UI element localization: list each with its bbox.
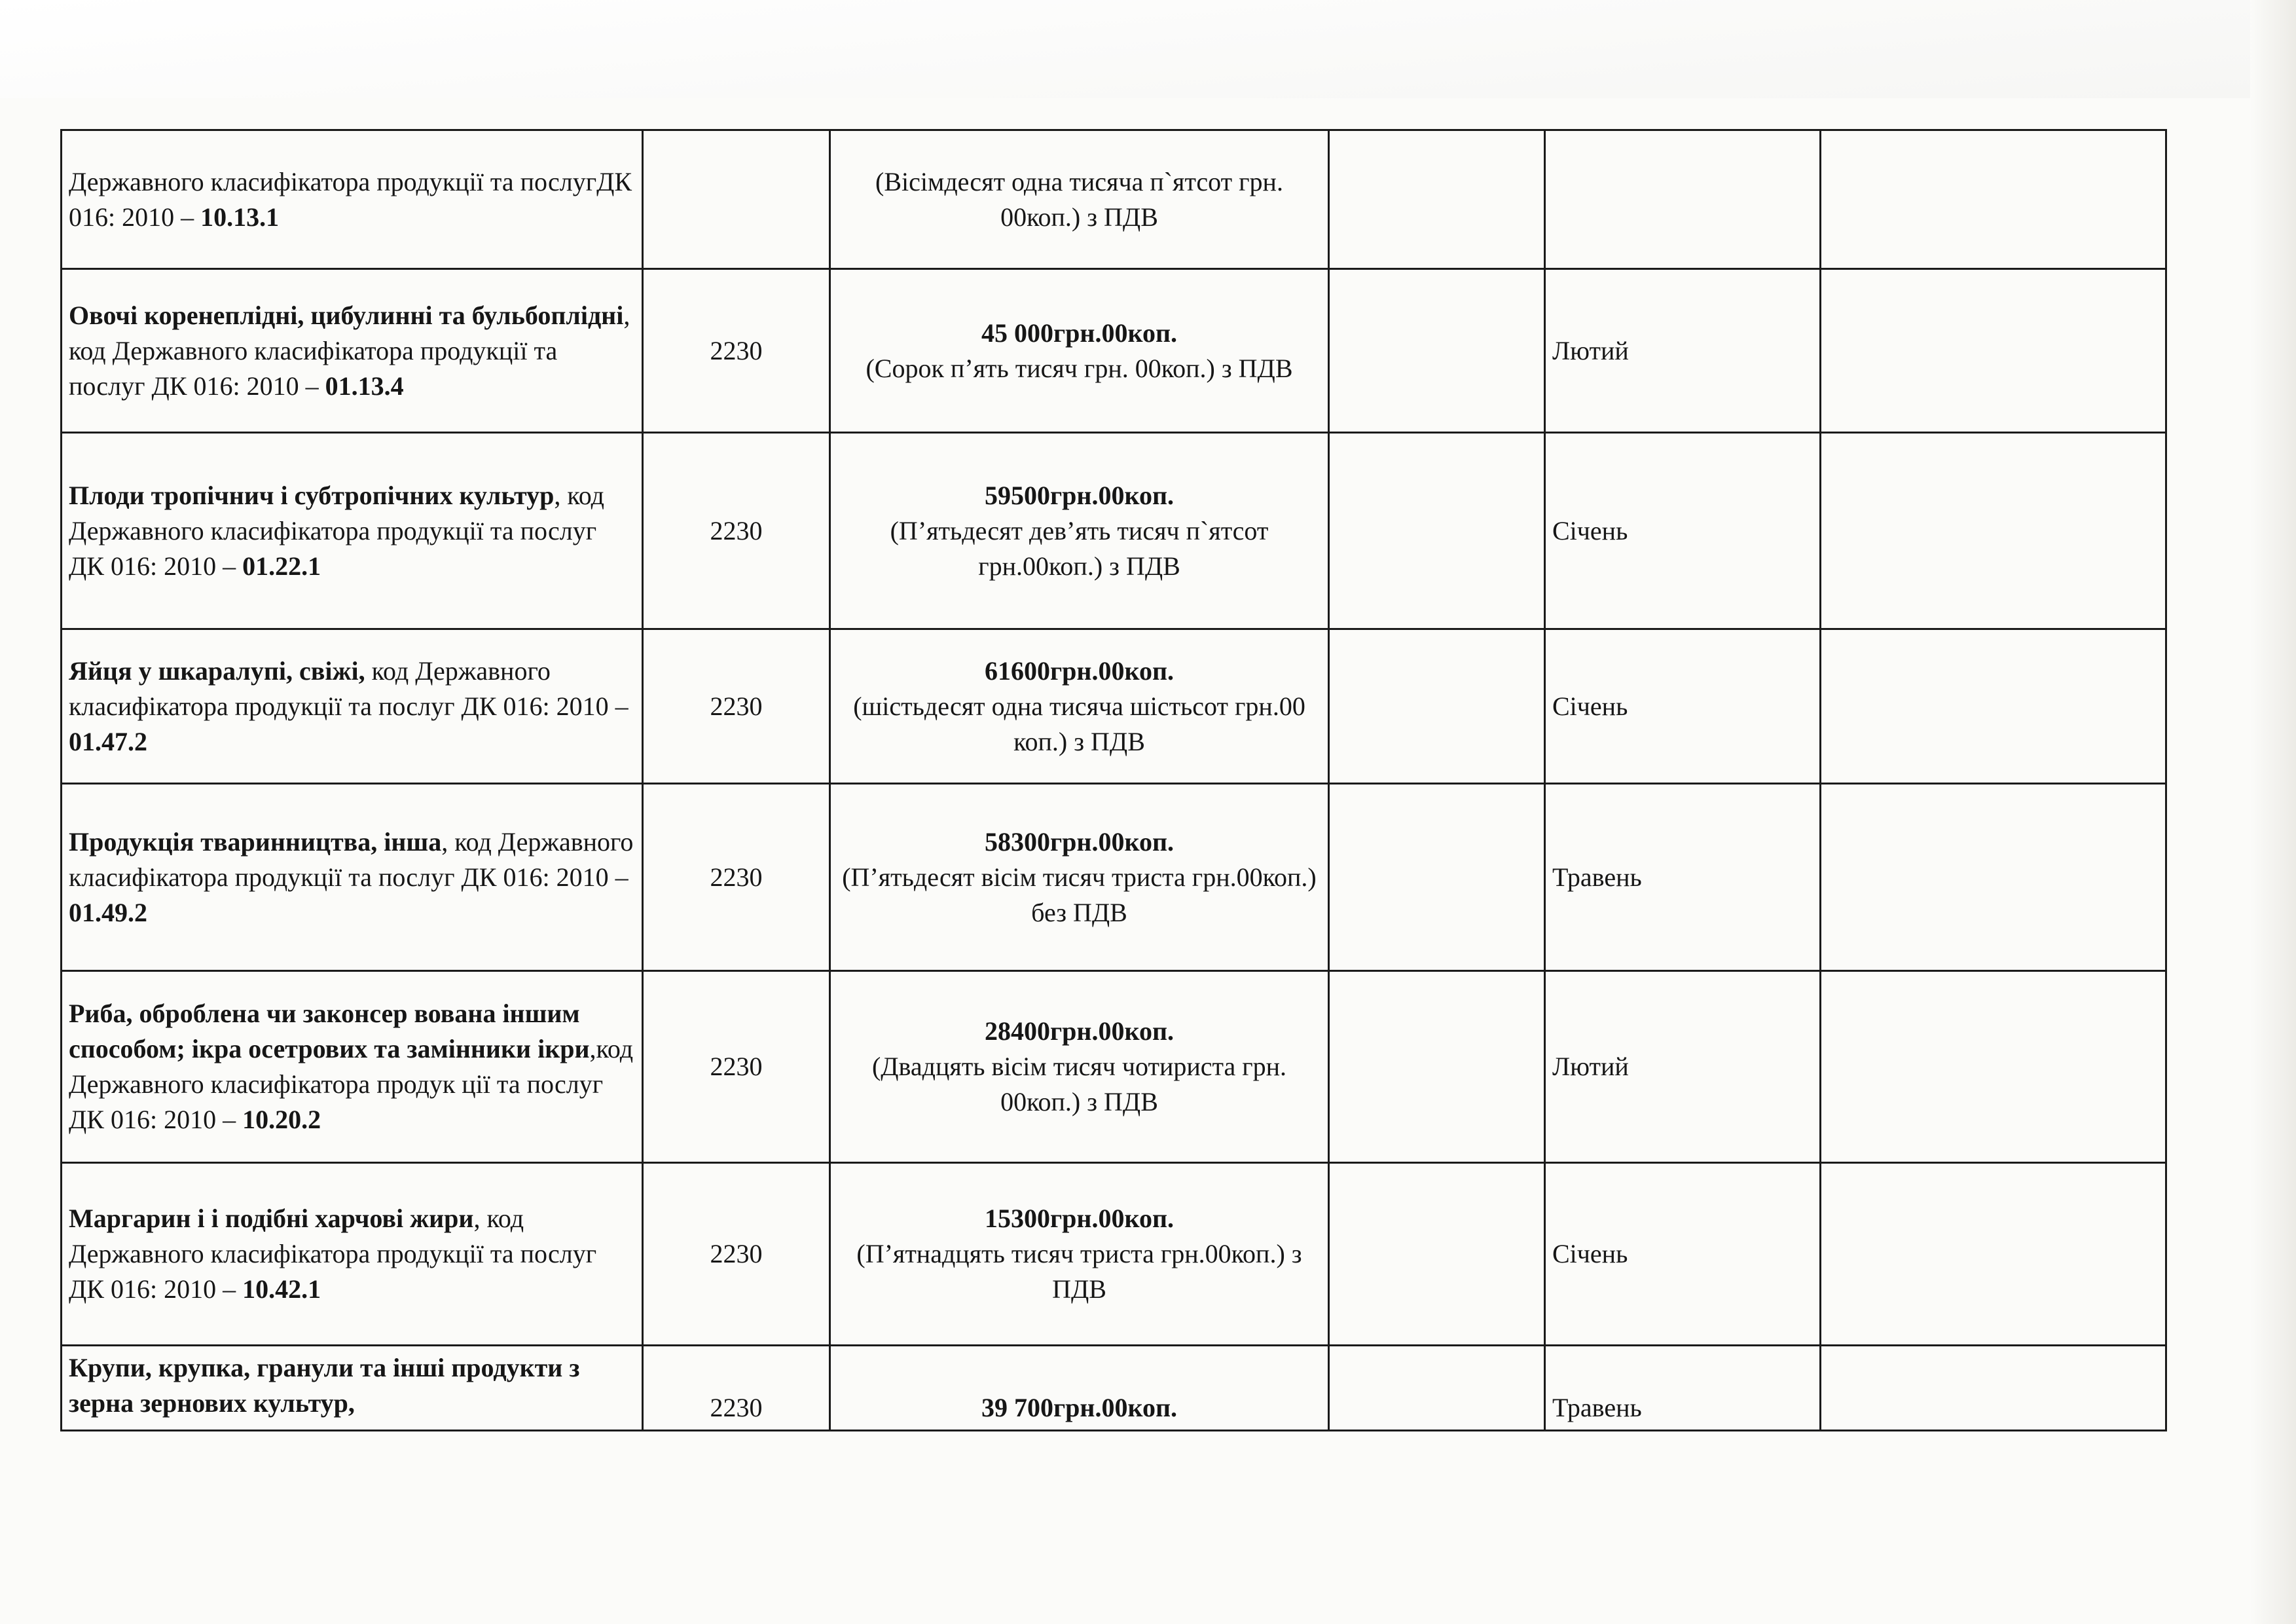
item-title: Продукція тваринництва, інша: [69, 826, 442, 857]
sum-cell: [830, 130, 1329, 269]
empty-cell: [1329, 784, 1545, 971]
item-name-cell: [62, 971, 643, 1163]
sum-amount: 45 000грн.00коп.: [981, 318, 1178, 348]
sum-amount: 61600грн.00коп.: [984, 655, 1175, 686]
empty-cell: [1821, 433, 2166, 629]
item-description: , код Державного класифікатора продукції та послуг ДК 016: 2010 –: [69, 480, 604, 581]
item-name-cell: [62, 629, 643, 784]
empty-cell: [1821, 130, 2166, 269]
sum-in-words: (П’ятнадцять тисяч триста грн.00коп.) з ПДВ: [856, 1239, 1302, 1304]
kekv-cell: 2230: [643, 269, 830, 433]
item-code: 01.22.1: [242, 551, 321, 581]
item-title: Яйця у шкаралупі, свіжі,: [69, 655, 365, 686]
item-title: Риба, оброблена чи законсер вована іншим способом; ікра осетрових та замінники ікри: [69, 999, 590, 1063]
item-description: код Державного класифікатора продукції та послуг ДК 016: 2010 –: [69, 655, 629, 721]
kekv-cell: 2230: [643, 1346, 830, 1431]
sum-in-words: (Двадцять вісім тисяч чотириста грн. 00коп.) з ПДВ: [871, 1052, 1287, 1116]
month-cell: Травень: [1545, 784, 1821, 971]
table-row: [62, 130, 2166, 269]
empty-cell: [1329, 1346, 1545, 1431]
empty-cell: [1821, 1163, 2166, 1346]
item-description: Державного класифікатора продукції та послугДК 016: 2010 –: [69, 166, 632, 232]
empty-cell: [1329, 1163, 1545, 1346]
sum-amount: 15300грн.00коп.: [984, 1204, 1175, 1233]
item-name-cell: [62, 130, 643, 269]
month-cell: Лютий: [1545, 971, 1821, 1163]
sum-in-words: (П’ятьдесят дев’ять тисяч п`ятсот грн.00коп.) з ПДВ: [890, 515, 1269, 581]
month-cell: Лютий: [1545, 269, 1821, 433]
sum-cell: [830, 1346, 1329, 1431]
table-row: [62, 629, 2166, 784]
empty-cell: [1329, 629, 1545, 784]
item-code: 01.13.4: [325, 371, 404, 401]
item-code: 10.42.1: [242, 1274, 321, 1304]
empty-cell: [1821, 269, 2166, 433]
item-description: , код Державного класифікатора продукції та послуг ДК 016: 2010 –: [69, 826, 634, 892]
kekv-cell: 2230: [643, 971, 830, 1163]
item-name-cell: [62, 269, 643, 433]
table-row: [62, 433, 2166, 629]
sum-in-words: (шістьдесят одна тисяча шістьсот грн.00 коп.) з ПДВ: [853, 691, 1305, 756]
sum-amount: 58300грн.00коп.: [984, 826, 1175, 857]
item-code: 10.20.2: [242, 1105, 321, 1134]
page-background-top: [0, 0, 2296, 98]
sum-cell: [830, 784, 1329, 971]
table-row: [62, 971, 2166, 1163]
item-name-cell: [62, 433, 643, 629]
kekv-cell: 2230: [643, 784, 830, 971]
month-cell: Травень: [1545, 1346, 1821, 1431]
kekv-cell: 2230: [643, 433, 830, 629]
kekv-cell: 2230: [643, 629, 830, 784]
item-code: 10.13.1: [200, 202, 280, 232]
item-title: Овочі коренеплідні, цибулинні та бульбоплідні: [69, 300, 624, 330]
empty-cell: [1329, 130, 1545, 269]
procurement-table: [60, 129, 2167, 1431]
item-name-cell: [62, 1163, 643, 1346]
sum-cell: [830, 629, 1329, 784]
item-description: , код Державного класифікатора продукції та послуг ДК 016: 2010 –: [69, 1204, 597, 1304]
sum-in-words: (Вісімдесят одна тисяча п`ятсот грн. 00коп.) з ПДВ: [875, 166, 1283, 232]
item-title: Крупи, крупка, гранули та інші продукти з зерна зернових культур,: [69, 1353, 580, 1418]
empty-cell: [1821, 629, 2166, 784]
item-title: Плоди тропічнич і субтропічних культур: [69, 480, 555, 510]
table-row: [62, 269, 2166, 433]
sum-cell: [830, 269, 1329, 433]
table-row: [62, 1163, 2166, 1346]
sum-cell: [830, 433, 1329, 629]
sum-amount: 59500грн.00коп.: [984, 480, 1175, 510]
item-title: Маргарин і і подібні харчові жири: [69, 1204, 474, 1233]
empty-cell: [1821, 971, 2166, 1163]
item-description: ,код Державного класифікатора продук ції та послуг ДК 016: 2010 –: [69, 1034, 634, 1134]
sum-cell: [830, 971, 1329, 1163]
empty-cell: [1821, 784, 2166, 971]
sum-amount: 39 700грн.00коп.: [981, 1393, 1178, 1422]
sum-in-words: (Сорок п’ять тисяч грн. 00коп.) з ПДВ: [866, 353, 1293, 383]
empty-cell: [1329, 971, 1545, 1163]
empty-cell: [1329, 433, 1545, 629]
item-description: , код Державного класифікатора продукції та послуг ДК 016: 2010 –: [69, 300, 630, 401]
table-row: [62, 1346, 2166, 1431]
item-code: 01.47.2: [69, 726, 147, 756]
empty-cell: [1821, 1346, 2166, 1431]
month-cell: Січень: [1545, 1163, 1821, 1346]
sum-in-words: (П’ятьдесят вісім тисяч триста грн.00коп.) без ПДВ: [842, 862, 1317, 927]
month-cell: Січень: [1545, 629, 1821, 784]
table-row: [62, 784, 2166, 971]
month-cell: Січень: [1545, 433, 1821, 629]
item-code: 01.49.2: [69, 897, 147, 927]
month-cell: [1545, 130, 1821, 269]
sum-amount: 28400грн.00коп.: [984, 1016, 1175, 1046]
page-edge-shadow: [2250, 0, 2296, 1624]
sum-cell: [830, 1163, 1329, 1346]
item-name-cell: [62, 784, 643, 971]
kekv-cell: [643, 130, 830, 269]
item-name-cell: [62, 1346, 643, 1431]
kekv-cell: 2230: [643, 1163, 830, 1346]
empty-cell: [1329, 269, 1545, 433]
